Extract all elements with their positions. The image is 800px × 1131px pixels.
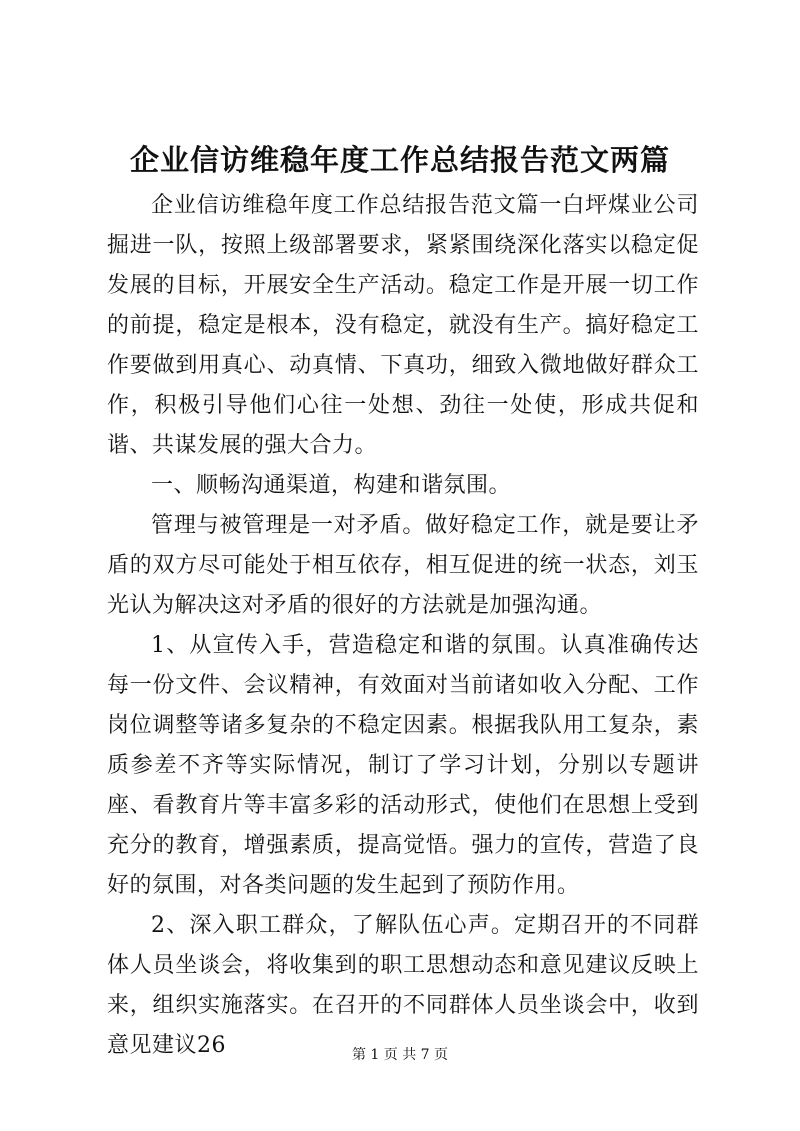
paragraph-section-heading: 一、顺畅沟通渠道，构建和谐氛围。 [151, 473, 512, 498]
paragraph-intro: 企业信访维稳年度工作总结报告范文篇一白坪煤业公司掘进一队，按照上级部署要求，紧紧围绕深化落实以稳定促发展的目标，开展安全生产活动。稳定工作是开展一切工作的前提，稳定是根本，没有稳定，就没有生产。搞好稳定工作要做到用真心、动真情、下真功，细致入微地做好群众工作，积极引导他们心往一处想、劲往一处使，形成共促和谐、共谋发展的强大合力。 [107, 193, 699, 458]
paragraph-item-1: 1、从宣传入手，营造稳定和谐的氛围。认真准确传达每一份文件、会议精神，有效面对当前诸如收入分配、工作岗位调整等诸多复杂的不稳定因素。根据我队用工复杂，素质参差不齐等实际情况，制订了学习计划，分别以专题讲座、看教育片等丰富多彩的活动形式，使他们在思想上受到充分的教育，增强素质，提高觉悟。强力的宣传，营造了良好的氛围，对各类问题的发生起到了预防作用。 [107, 633, 699, 898]
document-body [107, 186, 699, 1066]
page-title: 企业信访维稳年度工作总结报告范文两篇 [129, 143, 670, 177]
paragraph-item-2: 2、深入职工群众，了解队伍心声。定期召开的不同群体人员坐谈会，将收集到的职工思想动态和意见建议反映上来，组织实施落实。在召开的不同群体人员坐谈会中，收到意见建议26 [107, 913, 699, 1058]
paragraph-communication: 管理与被管理是一对矛盾。做好稳定工作，就是要让矛盾的双方尽可能处于相互依存，相互促进的统一状态，刘玉光认为解决这对矛盾的很好的方法就是加强沟通。 [107, 513, 699, 618]
page-footer: 第 1 页 共 7 页 [351, 1047, 449, 1063]
